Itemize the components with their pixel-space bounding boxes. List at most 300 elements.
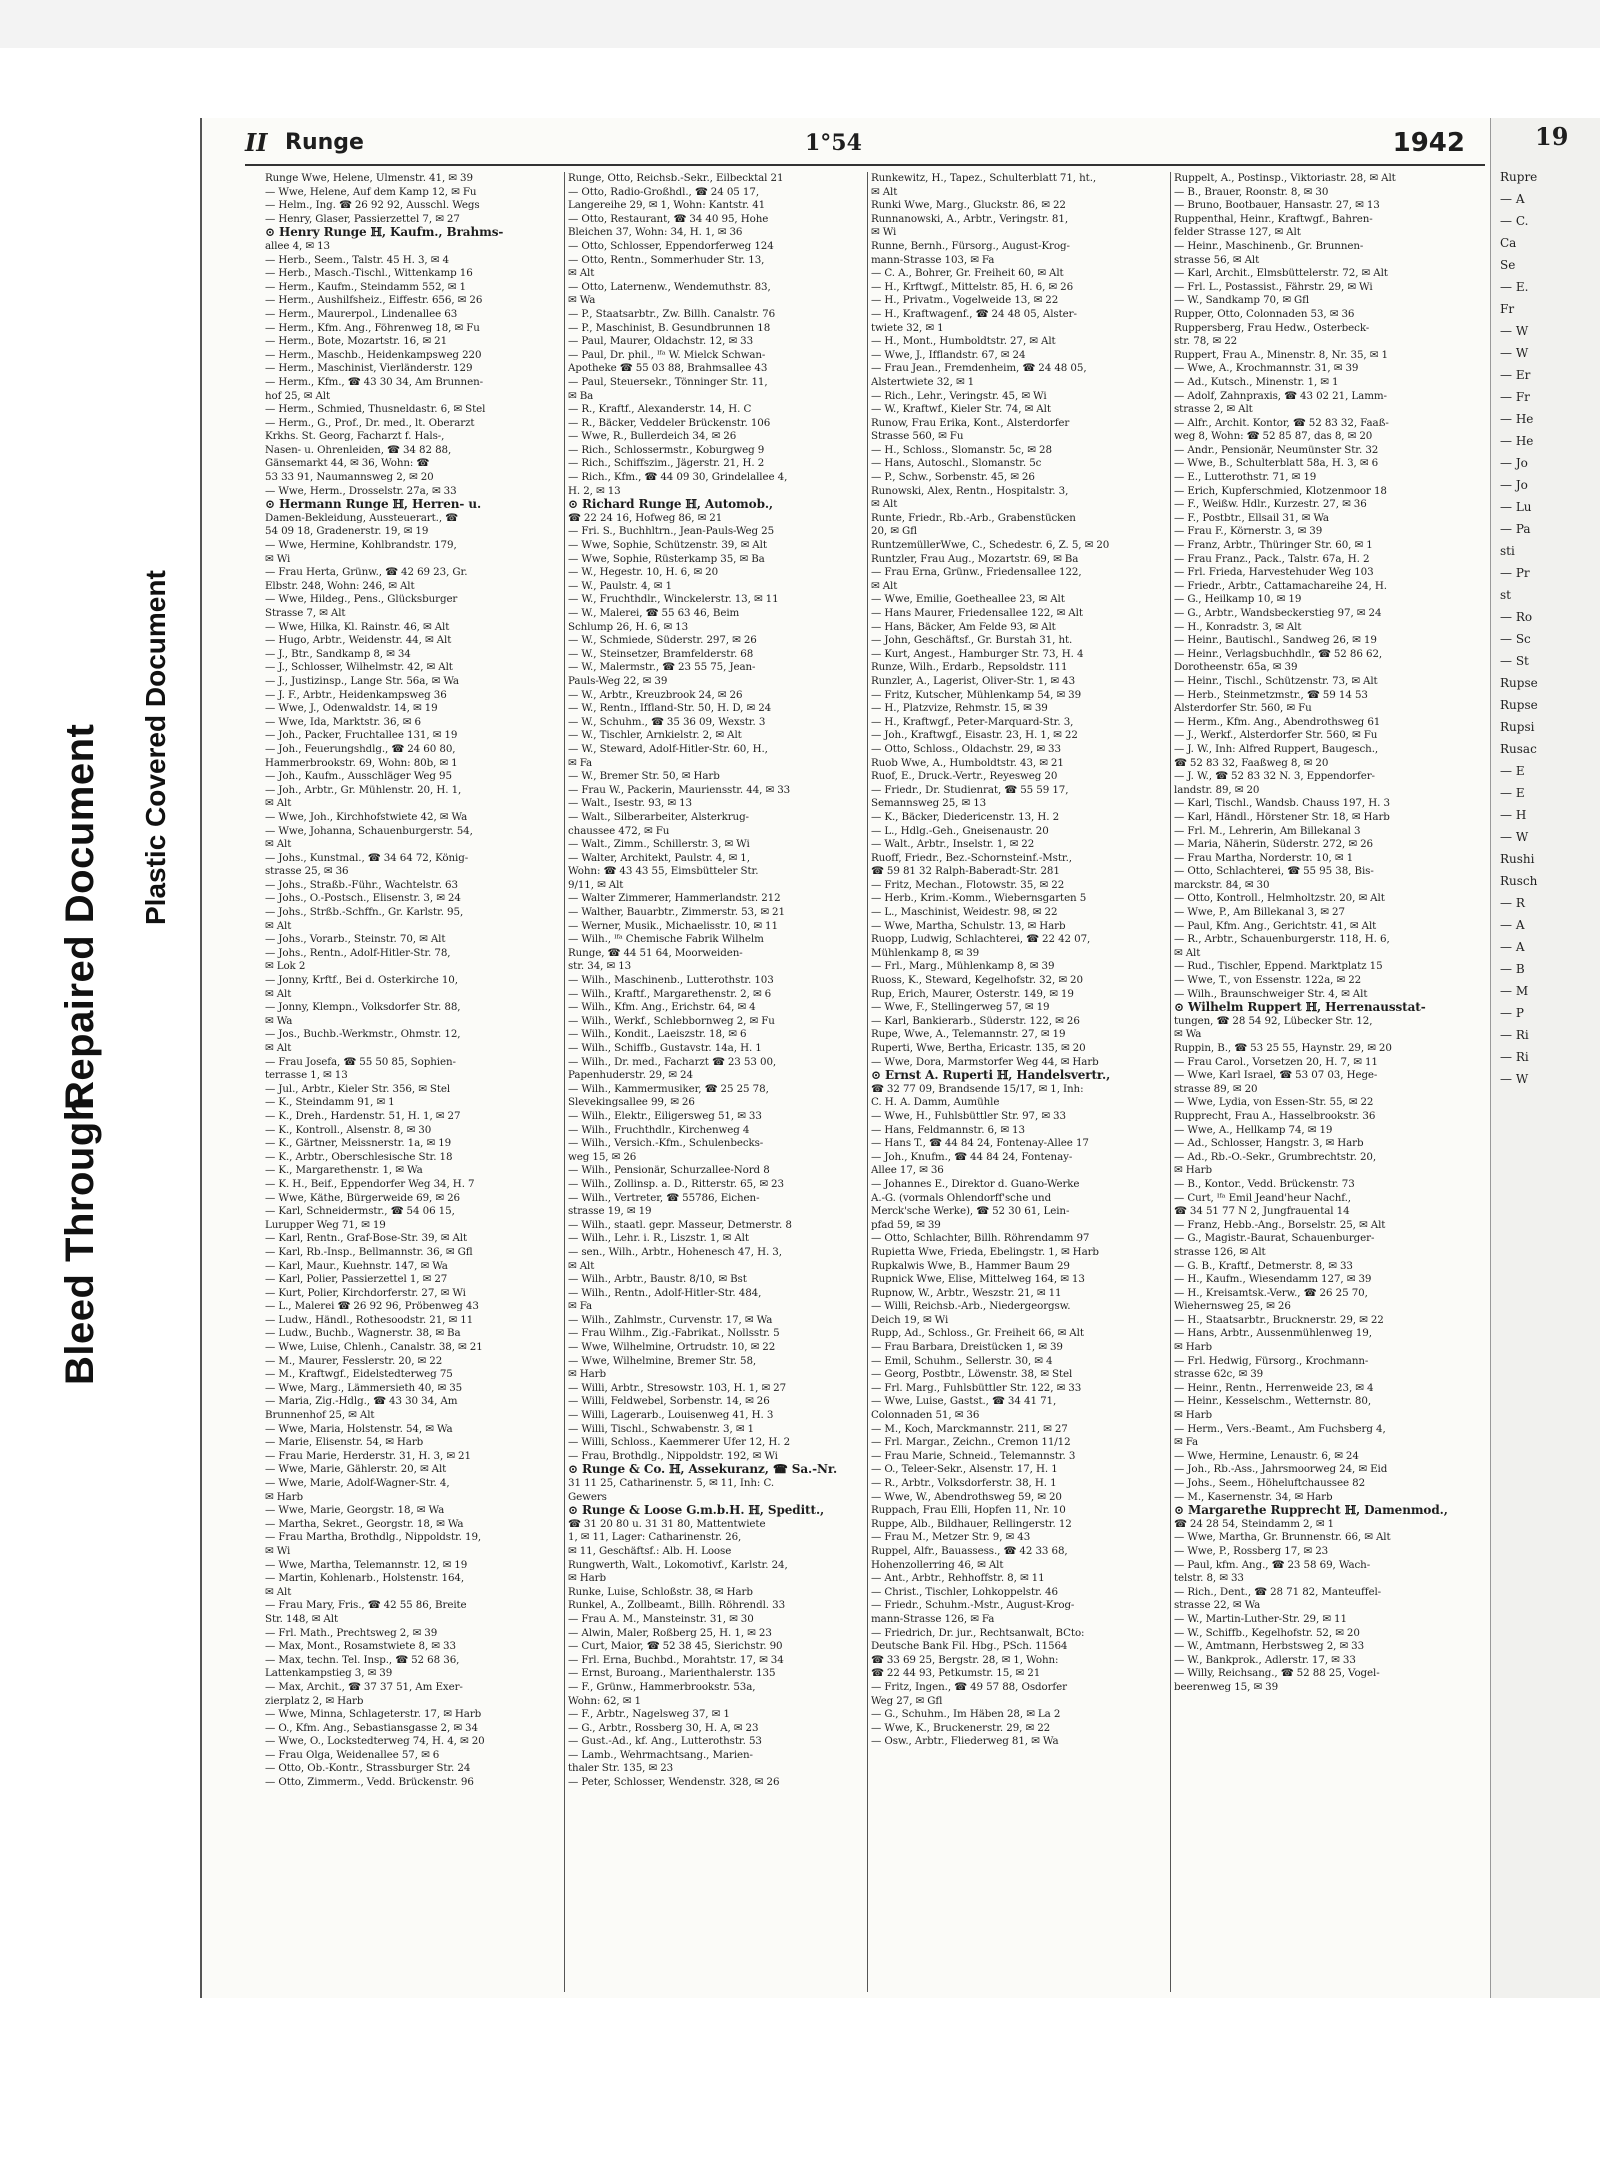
directory-entry: terrasse 1, ✉ 13 — [265, 1069, 348, 1082]
directory-entry: ✉ Alt — [265, 987, 292, 1000]
directory-entry: ✉ Harb — [1174, 1409, 1212, 1422]
directory-entry: — Wwe, Wilhelmine, Ortrudstr. 10, ✉ 22 — [568, 1341, 776, 1354]
directory-entry: strasse 89, ✉ 20 — [1174, 1082, 1258, 1095]
directory-entry: — Wilh., Arbtr., Baustr. 8/10, ✉ Bst — [568, 1273, 747, 1286]
directory-entry: — J., Justizinsp., Lange Str. 56a, ✉ Wa — [265, 674, 459, 687]
directory-entry: — Herm., Aushilfsheiz., Eiffestr. 656, ✉ 26 — [265, 294, 483, 307]
directory-entry: — W., Bremer Str. 50, ✉ Harb — [568, 770, 720, 783]
directory-entry: — Alfr., Archit. Kontor, ☎ 52 83 32, Faaß- — [1174, 416, 1389, 429]
directory-entry: — F., Grünw., Hammerbrookstr. 53a, — [568, 1680, 756, 1693]
directory-entry: Ruoss, K., Steward, Kegelhofstr. 32, ✉ 20 — [871, 974, 1083, 987]
directory-entry: ✉ Alt — [568, 267, 595, 280]
directory-column-2 — [568, 172, 866, 1992]
directory-entry: marckstr. 84, ✉ 30 — [1174, 878, 1270, 891]
directory-entry: — Frau A. M., Mansteinstr. 31, ✉ 30 — [568, 1612, 754, 1625]
edge-fragment: Se — [1500, 258, 1516, 272]
directory-entry: — Herm., Kfm. Ang., Abendrothsweg 61 — [1174, 715, 1381, 728]
directory-entry: — Jonny, Klempn., Volksdorfer Str. 88, — [265, 1001, 461, 1014]
directory-entry: strasse 62c, ✉ 39 — [1174, 1368, 1264, 1381]
directory-entry: ✉ Alt — [871, 579, 898, 592]
directory-entry: — Friedrich, Dr. jur., Rechtsanwalt, BCto: — [871, 1626, 1085, 1639]
directory-entry: — M., Kasernenstr. 34, ✉ Harb — [1174, 1490, 1333, 1503]
edge-fragment: st — [1500, 588, 1511, 602]
directory-entry: — Willi, Feldwebel, Sorbenstr. 14, ✉ 26 — [568, 1395, 770, 1408]
directory-entry: — Max, techn. Tel. Insp., ☎ 52 68 36, — [265, 1653, 460, 1666]
directory-entry: — Paul, Maurer, Oldachstr. 12, ✉ 33 — [568, 335, 754, 348]
directory-entry: — Maria, Näherin, Süderstr. 272, ✉ 26 — [1174, 838, 1373, 851]
directory-entry: — G., Magistr.-Baurat, Schauenburger- — [1174, 1232, 1375, 1245]
directory-entry: — Willi, Lagerarb., Louisenweg 41, H. 3 — [568, 1409, 774, 1422]
directory-entry: — O., Kfm. Ang., Sebastiansgasse 2, ✉ 34 — [265, 1721, 478, 1734]
directory-entry: — W., Malerei, ☎ 55 63 46, Beim — [568, 607, 740, 619]
directory-entry: — Johs., Strßb.-Schffn., Gr. Karlstr. 95, — [265, 906, 464, 919]
directory-entry: — Heinr., Maschinenb., Gr. Brunnen- — [1174, 239, 1364, 252]
directory-entry: ☎ 59 81 32 Ralph-Baberadt-Str. 281 — [871, 865, 1060, 878]
edge-fragment: — Lu — [1500, 500, 1532, 514]
directory-entry: — Wilh., Kfm. Ang., Erichstr. 64, ✉ 4 — [568, 1001, 756, 1014]
directory-entry: — Franz, Arbtr., Thüringer Str. 60, ✉ 1 — [1174, 539, 1373, 552]
directory-entry: — P., Staatsarbtr., Zw. Billh. Canalstr. 76 — [568, 307, 776, 320]
edge-fragment: — E — [1500, 786, 1525, 800]
directory-entry: chaussee 472, ✉ Fu — [568, 824, 670, 837]
directory-entry: Alstertwiete 32, ✉ 1 — [871, 375, 975, 388]
directory-entry: — Wilh., Dr. med., Facharzt ☎ 23 53 00, — [568, 1055, 777, 1068]
directory-entry: ✉ 11, Geschäftsf.: Alb. H. Loose — [568, 1544, 732, 1557]
directory-entry: strasse 22, ✉ Wa — [1174, 1599, 1261, 1612]
directory-entry: — W., Malermstr., ☎ 23 55 75, Jean- — [568, 661, 756, 674]
directory-entry: — Wwe, A., Krochmannstr. 31, ✉ 39 — [1174, 362, 1359, 375]
edge-fragment: — W — [1500, 1072, 1529, 1086]
directory-entry: — Frau Franz., Pack., Talstr. 67a, H. 2 — [1174, 552, 1370, 565]
directory-entry: — H., Staatsarbtr., Brucknerstr. 29, ✉ 22 — [1174, 1313, 1384, 1326]
directory-entry: — Frau Martha, Brothdlg., Nippoldstr. 19, — [265, 1531, 482, 1544]
directory-entry: — Wwe, T., von Essenstr. 122a, ✉ 22 — [1174, 974, 1362, 987]
directory-entry: Merck'sche Werke), ☎ 52 30 61, Lein- — [871, 1205, 1070, 1218]
directory-entry: Colonnaden 51, ✉ 36 — [871, 1409, 980, 1422]
directory-entry: — Emil, Schuhm., Sellerstr. 30, ✉ 4 — [871, 1354, 1053, 1367]
directory-entry: — Walt., Silberarbeiter, Alsterkrug- — [568, 810, 749, 823]
directory-entry: — Wilh., Lehr. i. R., Liszstr. 1, ✉ Alt — [568, 1232, 749, 1245]
directory-entry: — Frau Martha, Norderstr. 10, ✉ 1 — [1174, 851, 1354, 864]
directory-entry: ✉ Wa — [265, 1014, 293, 1027]
directory-entry: — W., Schuhm., ☎ 35 36 09, Wexstr. 3 — [568, 715, 766, 728]
directory-entry: 31 11 25, Catharinenstr. 5, ✉ 11, Inh: C. — [568, 1477, 775, 1489]
directory-entry: — Wwe, Sophie, Rüsterkamp 35, ✉ Ba — [568, 552, 765, 565]
directory-entry: — Karl, Schneidermstr., ☎ 54 06 15, — [265, 1205, 455, 1218]
directory-entry: — Walter, Architekt, Paulstr. 4, ✉ 1, — [568, 851, 750, 864]
edge-fragment: — W — [1500, 346, 1529, 360]
directory-entry: — J. W., ☎ 52 83 32 N. 3, Eppendorfer- — [1174, 770, 1375, 783]
directory-entry: — Wwe, Lydia, von Essen-Str. 55, ✉ 22 — [1174, 1096, 1374, 1109]
directory-entry: H. 2, ✉ 13 — [568, 484, 621, 497]
directory-entry: — Wwe, H., Fuhlsbüttler Str. 97, ✉ 33 — [871, 1109, 1066, 1122]
directory-entry: ✉ Alt — [265, 919, 292, 932]
directory-entry: Ruopp, Ludwig, Schlachterei, ☎ 22 42 07, — [871, 933, 1091, 946]
directory-entry: — Wwe, P., Am Billekanal 3, ✉ 27 — [1174, 906, 1345, 919]
column-rule — [867, 172, 868, 1992]
directory-entry: — Wwe, Maria, Holstenstr. 54, ✉ Wa — [265, 1422, 453, 1435]
directory-entry: Allee 17, ✉ 36 — [871, 1164, 944, 1177]
directory-entry: Semannsweg 25, ✉ 13 — [871, 797, 987, 810]
directory-entry: — Otto, Schlachter, Billh. Röhrendamm 97 — [871, 1232, 1090, 1245]
directory-entry: — Ad., Rb.-O.-Sekr., Grumbrechtstr. 20, — [1174, 1150, 1377, 1163]
directory-entry: Ruppe, Alb., Bildhauer, Rellingerstr. 12 — [871, 1517, 1072, 1530]
directory-entry: — Ludw., Buchb., Wagnerstr. 38, ✉ Ba — [265, 1327, 461, 1340]
directory-entry: — Willy, Reichsang., ☎ 52 88 25, Vogel- — [1174, 1667, 1380, 1680]
directory-entry: Hohenzollerring 46, ✉ Alt — [871, 1558, 1004, 1571]
directory-entry: — Hans, Feldmannstr. 6, ✉ 13 — [871, 1123, 1025, 1136]
directory-entry: — R., Kraftf., Alexanderstr. 14, H. C — [568, 403, 752, 416]
directory-entry: — Karl, Bankierarb., Süderstr. 122, ✉ 26 — [871, 1014, 1080, 1027]
directory-entry: — Werner, Musik., Michaelisstr. 10, ✉ 11 — [568, 919, 778, 932]
page-number: 1°54 — [805, 130, 862, 156]
directory-entry: — Wilh., Werkf., Schlebbornweg 2, ✉ Fu — [568, 1014, 775, 1027]
directory-entry: ⊙ Henry Runge ℍ, Kaufm., Brahms- — [265, 226, 504, 240]
bleed-through-stamp: Bleed Through — [58, 1096, 102, 1385]
directory-entry: — C. A., Bohrer, Gr. Freiheit 60, ✉ Alt — [871, 267, 1064, 280]
directory-entry: ✉ Fa — [568, 756, 593, 769]
directory-entry: — L., Malerei ☎ 26 92 96, Pröbenweg 43 — [265, 1300, 479, 1313]
next-page-fragments — [1500, 170, 1600, 1094]
directory-entry: — Otto, Kontroll., Helmholtzstr. 20, ✉ Alt — [1174, 892, 1385, 905]
directory-entry: Ruppenthal, Heinr., Kraftwgf., Bahren- — [1174, 212, 1373, 225]
directory-entry: — Otto, Schloss., Oldachstr. 29, ✉ 33 — [871, 742, 1061, 755]
directory-entry: — Frl. Erna, Buchbd., Morahtstr. 17, ✉ 34 — [568, 1653, 784, 1666]
directory-entry: Dorotheenstr. 65a, ✉ 39 — [1174, 661, 1298, 674]
directory-column-3 — [871, 172, 1169, 1992]
directory-entry: — Peter, Schlosser, Wendenstr. 328, ✉ 26 — [568, 1776, 780, 1789]
directory-entry: — Wwe, Joh., Kirchhofstwiete 42, ✉ Wa — [265, 810, 468, 823]
directory-entry: — Wwe, Martha, Schulstr. 13, ✉ Harb — [871, 919, 1066, 932]
directory-entry: — G., Schuhm., Im Häben 28, ✉ La 2 — [871, 1708, 1061, 1721]
directory-entry: — Herm., Kfm., ☎ 43 30 34, Am Brunnen- — [265, 375, 483, 388]
directory-entry: — Adolf, Zahnpraxis, ☎ 43 02 21, Lamm- — [1174, 389, 1387, 402]
directory-entry: — Johs., Vorarb., Steinstr. 70, ✉ Alt — [265, 933, 446, 946]
edge-fragment: — Jo — [1500, 478, 1528, 492]
directory-entry: — Wwe, Marie, Adolf-Wagner-Str. 4, — [265, 1477, 450, 1489]
directory-entry: — Georg, Postbtr., Löwenstr. 38, ✉ Stel — [871, 1368, 1073, 1381]
directory-entry: — J. F., Arbtr., Heidenkampsweg 36 — [265, 688, 447, 701]
edge-fragment: — A — [1500, 192, 1525, 206]
directory-entry: Nasen- u. Ohrenleiden, ☎ 34 82 88, — [265, 443, 452, 456]
directory-entry: — Herm., Maurerpol., Lindenallee 63 — [265, 307, 458, 320]
edge-fragment: Fr — [1500, 302, 1515, 316]
directory-entry: strasse 25, ✉ 36 — [265, 865, 349, 878]
directory-entry: — Wilh., Vertreter, ☎ 55786, Eichen- — [568, 1191, 760, 1204]
directory-entry: — Willi, Tischl., Schwabenstr. 3, ✉ 1 — [568, 1422, 754, 1435]
directory-entry: — Johs., O.-Postsch., Elisenstr. 3, ✉ 24 — [265, 892, 461, 905]
directory-entry: — W., Rentn., Iffland-Str. 50, H. D, ✉ 24 — [568, 702, 772, 715]
directory-entry: zierplatz 2, ✉ Harb — [265, 1694, 364, 1707]
directory-entry: — Heinr., Verlagsbuchhdlr., ☎ 52 86 62, — [1174, 647, 1383, 660]
directory-entry: — K., Steindamm 91, ✉ 1 — [265, 1096, 395, 1109]
directory-entry: — Martin, Kohlenarb., Holstenstr. 164, — [265, 1572, 465, 1585]
directory-entry: — Heinr., Rentn., Herrenweide 23, ✉ 4 — [1174, 1381, 1374, 1394]
directory-entry: — M., Kraftwgf., Eidelstedterweg 75 — [265, 1368, 453, 1381]
directory-entry: mann-Strasse 103, ✉ Fa — [871, 253, 995, 266]
directory-entry: — H., Schloss., Slomanstr. 5c, ✉ 28 — [871, 443, 1052, 456]
directory-entry: ☎ 31 20 80 u. 31 31 80, Mattentwiete — [568, 1517, 766, 1530]
directory-entry: — Ludw., Händl., Rothesoodstr. 21, ✉ 11 — [265, 1313, 474, 1326]
edge-fragment: Rupse — [1500, 676, 1538, 690]
directory-entry: ☎ 24 28 54, Steindamm 2, ✉ 1 — [1174, 1517, 1334, 1530]
directory-entry: — Frau, Brothdlg., Nippoldstr. 192, ✉ Wi — [568, 1449, 778, 1462]
directory-entry: 20, ✉ Gfl — [871, 525, 917, 538]
directory-entry: ☎ 22 24 16, Hofweg 86, ✉ 21 — [568, 511, 723, 524]
directory-entry: — Wilh., Zahlmstr., Curvenstr. 17, ✉ Wa — [568, 1313, 773, 1326]
directory-entry: Rungwerth, Walt., Lokomotivf., Karlstr. 24, — [568, 1558, 788, 1571]
directory-entry: — Fritz, Ingen., ☎ 49 57 88, Osdorfer — [871, 1680, 1067, 1693]
directory-entry: Pauls-Weg 22, ✉ 39 — [568, 674, 668, 687]
directory-entry: — Wwe, Käthe, Bürgerweide 69, ✉ 26 — [265, 1191, 460, 1204]
directory-entry: — J. W., Inh: Alfred Ruppert, Baugesch., — [1174, 742, 1379, 755]
edge-fragment: — E — [1500, 764, 1525, 778]
directory-entry: weg 15, ✉ 26 — [568, 1150, 637, 1163]
directory-entry: — W., Arbtr., Kreuzbrook 24, ✉ 26 — [568, 688, 743, 701]
directory-entry: pfad 59, ✉ 39 — [871, 1218, 941, 1231]
edge-fragment: Rupre — [1500, 170, 1538, 184]
directory-entry: — Frau Marie, Schneid., Telemannstr. 3 — [871, 1449, 1076, 1462]
directory-entry: — Wwe, Dora, Marmstorfer Weg 44, ✉ Harb — [871, 1055, 1099, 1068]
directory-entry: — B., Kontor., Vedd. Brückenstr. 73 — [1174, 1177, 1355, 1190]
directory-entry: — Frau M., Metzer Str. 9, ✉ 43 — [871, 1531, 1031, 1544]
edge-fragment: — Ro — [1500, 610, 1533, 624]
edge-fragment: — Er — [1500, 368, 1531, 382]
directory-entry: — W., Kraftwf., Kieler Str. 74, ✉ Alt — [871, 403, 1051, 416]
directory-entry: Rupper, Otto, Colonnaden 53, ✉ 36 — [1174, 307, 1355, 320]
directory-entry: — Frl. M., Lehrerin, Am Billekanal 3 — [1174, 824, 1361, 837]
directory-entry: — H., Kaufm., Wiesendamm 127, ✉ 39 — [1174, 1273, 1372, 1286]
directory-entry: RuntzemüllerWwe, C., Schedestr. 6, Z. 5, ✉ 20 — [871, 539, 1110, 552]
directory-entry: — W., Bankprok., Adlerstr. 17, ✉ 33 — [1174, 1653, 1356, 1666]
directory-entry: — Hans, Arbtr., Aussenmühlenweg 19, — [1174, 1327, 1372, 1340]
directory-entry: Hammerbrookstr. 69, Wohn: 80b, ✉ 1 — [265, 756, 458, 769]
directory-entry: Papenhuderstr. 29, ✉ 24 — [568, 1069, 693, 1082]
directory-entry: — Frau W., Packerin, Mauriensstr. 44, ✉ 33 — [568, 783, 791, 796]
directory-entry: — Otto, Ob.-Kontr., Strassburger Str. 24 — [265, 1762, 471, 1775]
directory-entry: — Herm., Kaufm., Steindamm 552, ✉ 1 — [265, 280, 466, 293]
directory-entry: — Karl, Rb.-Insp., Bellmannstr. 36, ✉ Gfl — [265, 1245, 473, 1258]
directory-entry: — Jul., Arbtr., Kieler Str. 356, ✉ Stel — [265, 1082, 451, 1095]
directory-entry: — Wwe, Herm., Drosselstr. 27a, ✉ 33 — [265, 484, 457, 497]
directory-entry: Slevekingsallee 99, ✉ 26 — [568, 1096, 695, 1109]
directory-entry: ✉ Alt — [1174, 946, 1201, 959]
directory-entry: — Karl, Tischl., Wandsb. Chauss 197, H. 3 — [1174, 797, 1390, 810]
directory-entry: — Franz, Hebb.-Ang., Borselstr. 25, ✉ Alt — [1174, 1218, 1386, 1231]
directory-entry: — Joh., Knufm., ☎ 44 84 24, Fontenay- — [871, 1150, 1073, 1163]
directory-entry: Gewers — [568, 1490, 607, 1503]
directory-entry: str. 34, ✉ 13 — [568, 960, 632, 973]
directory-entry: — Willi, Reichsb.-Arb., Niedergeorgsw. — [871, 1300, 1071, 1313]
directory-entry: — W., Steward, Adolf-Hitler-Str. 60, H., — [568, 742, 768, 755]
directory-entry: ⊙ Wilhelm Ruppert ℍ, Herrenausstat- — [1174, 1001, 1426, 1015]
directory-entry: Ruperti, Wwe, Bertha, Ericastr. 135, ✉ 20 — [871, 1042, 1086, 1054]
directory-entry: — H., Kraftwagenf., ☎ 24 48 05, Alster- — [871, 307, 1077, 320]
directory-entry: — Andr., Pensionär, Neumünster Str. 32 — [1174, 443, 1379, 456]
directory-entry: — Wwe, J., Ifflandstr. 67, ✉ 24 — [871, 348, 1026, 361]
directory-entry: — Joh., Rb.-Ass., Jahrsmoorweg 24, ✉ Eid — [1174, 1463, 1388, 1476]
directory-entry: — Joh., Arbtr., Gr. Mühlenstr. 20, H. 1, — [265, 783, 462, 796]
directory-entry: — Wwe, Luise, Gastst., ☎ 34 41 71, — [871, 1395, 1057, 1408]
edge-fragment: — Ri — [1500, 1050, 1529, 1064]
directory-entry: — Wilh., Fruchthdlr., Kirchenweg 4 — [568, 1123, 750, 1136]
directory-entry: — Gust.-Ad., kf. Ang., Lutterothstr. 53 — [568, 1735, 762, 1748]
directory-entry: — W., Paulstr. 4, ✉ 1 — [568, 579, 672, 592]
directory-entry: ⊙ Richard Runge ℍ, Automob., — [568, 498, 774, 512]
directory-entry: — Karl, Polier, Passierzettel 1, ✉ 27 — [265, 1273, 448, 1286]
directory-entry: Ruppelt, A., Postinsp., Viktoriastr. 28, ✉ Alt — [1174, 172, 1396, 184]
directory-entry: — J., Btr., Sandkamp 8, ✉ 34 — [265, 647, 411, 660]
directory-entry: — J., Werkf., Alsterdorfer Str. 560, ✉ Fu — [1174, 729, 1378, 742]
directory-entry: — Herm., Schmied, Thusneldastr. 6, ✉ Stel — [265, 403, 486, 416]
directory-entry: — W., Amtmann, Herbstsweg 2, ✉ 33 — [1174, 1640, 1365, 1653]
directory-entry: — sen., Wilh., Arbtr., Hohenesch 47, H. 3, — [568, 1245, 782, 1258]
directory-entry: Runki Wwe, Marg., Gluckstr. 86, ✉ 22 — [871, 199, 1066, 212]
directory-entry: — Joh., Kaufm., Ausschläger Weg 95 — [265, 770, 452, 783]
edge-fragment: — M — [1500, 984, 1529, 998]
directory-entry: — Wwe, Sophie, Schützenstr. 39, ✉ Alt — [568, 539, 767, 552]
edge-fragment: — Jo — [1500, 456, 1528, 470]
directory-entry: — Wwe, J., Odenwaldstr. 14, ✉ 19 — [265, 702, 438, 715]
directory-entry: — L., Hdlg.-Geh., Gneisenaustr. 20 — [871, 824, 1049, 837]
directory-entry: — Herm., Bote, Mozartstr. 16, ✉ 21 — [265, 335, 448, 348]
directory-entry: Rupprecht, Frau A., Hasselbrookstr. 36 — [1174, 1109, 1376, 1122]
directory-entry: — Wwe, Emilie, Goetheallee 23, ✉ Alt — [871, 593, 1065, 606]
directory-entry: beerenweg 15, ✉ 39 — [1174, 1680, 1279, 1693]
directory-entry: ✉ Fa — [1174, 1436, 1199, 1449]
directory-entry: Runge, ☎ 44 51 64, Moorweiden- — [568, 946, 743, 959]
directory-entry: — Otto, Rentn., Sommerhuder Str. 13, — [568, 253, 765, 266]
directory-entry: — Frau Herta, Grünw., ☎ 42 69 23, Gr. — [265, 566, 468, 579]
directory-entry: — Johannes E., Direktor d. Guano-Werke — [871, 1177, 1080, 1190]
directory-entry: — Bruno, Bootbauer, Hansastr. 27, ✉ 13 — [1174, 199, 1380, 212]
plastic-covered-stamp: Plastic Covered Document — [140, 570, 171, 925]
directory-entry: — Herm., Kfm. Ang., Föhrenweg 18, ✉ Fu — [265, 321, 480, 334]
directory-entry: — Wilh., Kammermusiker, ☎ 25 25 78, — [568, 1082, 769, 1095]
directory-entry: tungen, ☎ 28 54 92, Lübecker Str. 12, — [1174, 1014, 1373, 1027]
directory-entry: — Joh., Packer, Fruchtallee 131, ✉ 19 — [265, 729, 458, 742]
directory-entry: 53 33 91, Naumannsweg 2, ✉ 20 — [265, 471, 434, 484]
directory-entry: — Max, Mont., Rosamstwiete 8, ✉ 33 — [265, 1640, 456, 1653]
directory-entry: — Jonny, Krftf., Bei d. Osterkirche 10, — [265, 974, 458, 987]
directory-entry: Ruppel, Alfr., Bauassess., ☎ 42 33 68, — [871, 1544, 1068, 1557]
directory-entry: — J., Schlosser, Wilhelmstr. 42, ✉ Alt — [265, 661, 453, 674]
directory-entry: — Otto, Schlosser, Eppendorferweg 124 — [568, 239, 774, 252]
directory-entry: — Walt., Zimm., Schillerstr. 3, ✉ Wi — [568, 838, 750, 851]
directory-entry: — Johs., Seem., Höheluftchaussee 82 — [1174, 1477, 1366, 1489]
directory-entry: Rupnow, W., Arbtr., Weszstr. 21, ✉ 11 — [871, 1286, 1062, 1299]
directory-entry: — Heinr., Tischl., Schützenstr. 73, ✉ Alt — [1174, 674, 1378, 687]
directory-entry: ✉ Harb — [568, 1368, 606, 1381]
directory-entry: — Herb., Steinmetzmstr., ☎ 59 14 53 — [1174, 688, 1368, 701]
directory-entry: — P., Schw., Sorbenstr. 45, ✉ 26 — [871, 471, 1035, 484]
directory-entry: — Herb., Seem., Talstr. 45 H. 3, ✉ 4 — [265, 253, 449, 266]
directory-entry: — G., Arbtr., Rossberg 30, H. A, ✉ 23 — [568, 1721, 759, 1734]
directory-entry: Rupietta Wwe, Frieda, Ebelingstr. 1, ✉ Harb — [871, 1245, 1099, 1258]
directory-entry: — Wwe, Johanna, Schauenburgerstr. 54, — [265, 824, 473, 837]
directory-entry: — Frau Barbara, Dreistücken 1, ✉ 39 — [871, 1341, 1063, 1354]
edge-fragment: — He — [1500, 412, 1534, 426]
directory-entry: mann-Strasse 126, ✉ Fa — [871, 1612, 995, 1625]
page-header — [245, 128, 1485, 166]
directory-entry: — E., Lutterothstr. 71, ✉ 19 — [1174, 471, 1317, 484]
edge-fragment: — Pa — [1500, 522, 1531, 536]
directory-entry: — L., Maschinist, Weidestr. 98, ✉ 22 — [871, 906, 1058, 919]
directory-entry: Runkewitz, H., Tapez., Schulterblatt 71, ht., — [871, 172, 1097, 184]
directory-entry: — H., Konradstr. 3, ✉ Alt — [1174, 620, 1302, 633]
directory-entry: — Wwe, Hermine, Lenaustr. 6, ✉ 24 — [1174, 1449, 1359, 1462]
directory-entry: — F., Weißw. Hdlr., Kurzestr. 27, ✉ 36 — [1174, 498, 1367, 511]
scan-top-margin — [0, 0, 1600, 48]
directory-entry: ☎ 52 83 32, Faaßweg 8, ✉ 20 — [1174, 756, 1329, 769]
edge-fragment: Rupse — [1500, 698, 1538, 712]
directory-entry: strasse 2, ✉ Alt — [1174, 403, 1253, 416]
directory-entry: — Wwe, Hilka, Kl. Rainstr. 46, ✉ Alt — [265, 620, 450, 633]
directory-entry: — Wilh., staatl. gepr. Masseur, Detmerstr. 8 — [568, 1218, 792, 1231]
directory-entry: ✉ Lok 2 — [265, 960, 306, 973]
directory-entry: — K., Bäcker, Diedericenstr. 13, H. 2 — [871, 810, 1060, 823]
directory-entry: — Frl. Hedwig, Fürsorg., Krochmann- — [1174, 1354, 1369, 1367]
directory-entry: — Wilh., ᴵᶠᵃ Chemische Fabrik Wilhelm — [568, 933, 764, 946]
directory-entry: — O., Teleer-Sekr., Alsenstr. 17, H. 1 — [871, 1463, 1058, 1476]
directory-entry: — Frl. Math., Prechtsweg 2, ✉ 39 — [265, 1626, 438, 1639]
directory-entry: Ruppert, Frau A., Minenstr. 8, Nr. 35, ✉ 1 — [1174, 348, 1388, 361]
repaired-document-stamp: Repaired Document — [58, 723, 102, 1110]
directory-entry: — H., Platzvize, Rehmstr. 15, ✉ 39 — [871, 702, 1048, 715]
directory-entry: weg 8, Wohn: ☎ 52 85 87, das 8, ✉ 20 — [1174, 430, 1373, 443]
directory-entry: ⊙ Runge & Loose G.m.b.H. ℍ, Speditt., — [568, 1504, 825, 1518]
directory-entry: — K., Margarethenstr. 1, ✉ Wa — [265, 1164, 423, 1177]
directory-entry: — Otto, Restaurant, ☎ 34 40 95, Hohe — [568, 212, 769, 225]
directory-entry: Elbstr. 248, Wohn: 246, ✉ Alt — [265, 579, 415, 592]
directory-entry: — Frl. Marg., Fuhlsbüttler Str. 122, ✉ 33 — [871, 1381, 1082, 1394]
scan-bottom-margin — [0, 2020, 1600, 2177]
directory-entry: — K. H., Beif., Eppendorfer Weg 34, H. 7 — [265, 1177, 475, 1190]
directory-entry: Ruppin, B., ☎ 53 25 55, Haynstr. 29, ✉ 20 — [1174, 1042, 1392, 1054]
directory-entry: — H., Mont., Humboldtstr. 27, ✉ Alt — [871, 335, 1056, 348]
directory-entry: C. H. A. Damm, Aumühle — [871, 1096, 1000, 1109]
directory-entry: — Rud., Tischler, Eppend. Marktplatz 15 — [1174, 960, 1383, 973]
directory-entry: — G., Arbtr., Wandsbeckerstieg 97, ✉ 24 — [1174, 607, 1382, 619]
directory-entry: ☎ 33 69 25, Bergstr. 28, ✉ 1, Wohn: — [871, 1653, 1059, 1666]
directory-entry: Ruppersberg, Frau Hedw., Osterbeck- — [1174, 321, 1370, 334]
directory-entry: — Lamb., Wehrmachtsang., Marien- — [568, 1748, 753, 1761]
directory-entry: Runtzler, Frau Aug., Mozartstr. 69, ✉ Ba — [871, 552, 1079, 565]
directory-entry: ☎ 32 77 09, Brandsende 15/17, ✉ 1, Inh: — [871, 1082, 1084, 1095]
directory-entry: — W., Tischler, Arnkielstr. 2, ✉ Alt — [568, 729, 742, 742]
edge-fragment: — W — [1500, 324, 1529, 338]
directory-entry: twiete 32, ✉ 1 — [871, 321, 944, 334]
directory-entry: — Kurt, Angest., Hamburger Str. 73, H. 4 — [871, 647, 1084, 660]
directory-entry: ☎ 34 51 77 N 2, Jungfrauental 14 — [1174, 1205, 1350, 1218]
directory-entry: allee 4, ✉ 13 — [265, 239, 330, 252]
directory-entry: ✉ Harb — [265, 1490, 303, 1503]
directory-entry: — Paul, kfm. Ang., ☎ 23 58 69, Wach- — [1174, 1558, 1371, 1571]
directory-entry: Strasse 560, ✉ Fu — [871, 430, 964, 443]
directory-entry: — Wwe, B., Schulterblatt 58a, H. 3, ✉ 6 — [1174, 457, 1379, 470]
directory-entry: — Frau Wilhm., Zig.-Fabrikat., Nollsstr. 5 — [568, 1327, 780, 1340]
directory-entry: — Walt., Isestr. 93, ✉ 13 — [568, 797, 693, 810]
directory-entry: Wohn: 62, ✉ 1 — [568, 1694, 641, 1707]
directory-entry: — Paul, Steuersekr., Tönninger Str. 11, — [568, 375, 768, 388]
directory-entry: — W., Steinsetzer, Bramfelderstr. 68 — [568, 647, 754, 660]
directory-entry: — Ad., Kutsch., Minenstr. 1, ✉ 1 — [1174, 375, 1339, 388]
edge-fragment: — E. — [1500, 280, 1529, 294]
directory-entry: — Otto, Schlachterei, ☎ 55 95 38, Bis- — [1174, 865, 1374, 878]
directory-entry: — W., Martin-Luther-Str. 29, ✉ 11 — [1174, 1612, 1347, 1625]
directory-entry: Rupp, Ad., Schloss., Gr. Freiheit 66, ✉ Alt — [871, 1327, 1084, 1340]
directory-entry: ✉ Wi — [265, 1544, 291, 1557]
